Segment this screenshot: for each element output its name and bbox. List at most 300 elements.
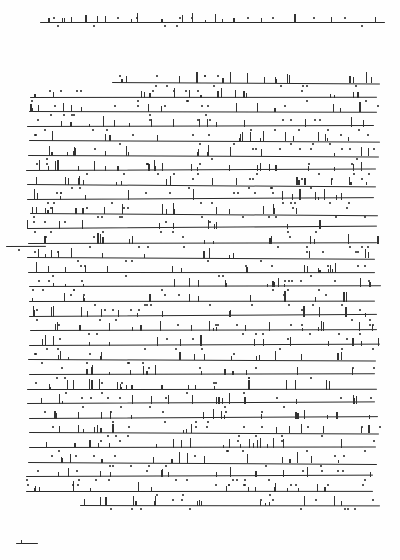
letter-dot: [201, 216, 203, 218]
letter-stroke: [289, 426, 290, 433]
letter-stroke: [235, 90, 236, 98]
letter-dot: [119, 216, 121, 218]
letter-stroke: [81, 107, 82, 112]
letter-dot: [146, 304, 148, 306]
letter-dot: [35, 382, 37, 384]
letter-dot: [341, 304, 343, 306]
letter-dot: [90, 397, 92, 399]
letter-stroke: [192, 13, 193, 23]
letter-stroke: [132, 395, 133, 404]
letter-dot: [287, 289, 289, 291]
letter-stroke: [144, 92, 145, 98]
letter-stroke: [236, 103, 237, 112]
manuscript-line: [28, 462, 377, 465]
letter-stroke: [221, 88, 222, 97]
letter-stroke: [296, 208, 297, 214]
letter-stroke: [148, 164, 149, 171]
letter-stroke: [189, 278, 190, 287]
letter-dot: [137, 100, 139, 102]
letter-stroke: [38, 105, 39, 113]
letter-dot: [58, 450, 60, 452]
letter-dot: [145, 192, 147, 194]
letter-stroke: [298, 488, 299, 492]
letter-dot: [315, 499, 317, 501]
letter-dot: [255, 435, 257, 437]
letter-stroke: [97, 16, 98, 23]
letter-stroke: [260, 138, 261, 141]
letter-dot: [192, 338, 194, 340]
letter-dot: [181, 499, 183, 501]
letter-dot: [251, 304, 253, 306]
letter-dot: [227, 450, 229, 452]
letter-dot: [56, 192, 58, 194]
letter-stroke: [369, 415, 370, 418]
letter-dot: [349, 246, 351, 248]
letter-stroke: [65, 267, 66, 273]
letter-stroke: [137, 313, 138, 316]
letter-stroke: [357, 92, 358, 98]
letter-dot: [315, 231, 317, 233]
letter-stroke: [361, 427, 362, 434]
letter-stroke: [198, 149, 199, 156]
letter-dot: [354, 508, 356, 510]
letter-stroke: [85, 195, 86, 200]
letter-stroke: [213, 241, 214, 244]
letter-stroke: [109, 443, 110, 448]
letter-dot: [319, 119, 321, 121]
letter-stroke: [204, 456, 205, 462]
letter-stroke: [229, 311, 230, 317]
letter-stroke: [226, 486, 227, 492]
letter-dot: [206, 426, 208, 428]
letter-stroke: [166, 179, 167, 185]
letter-dot: [320, 465, 322, 467]
letter-dot: [195, 421, 197, 423]
letter-dot: [73, 114, 75, 116]
letter-stroke: [366, 72, 367, 83]
letter-stroke: [141, 91, 142, 98]
letter-stroke: [216, 472, 217, 477]
letter-stroke: [365, 249, 366, 258]
letter-dot: [379, 426, 381, 428]
letter-stroke: [198, 296, 199, 302]
letter-stroke: [121, 387, 122, 390]
letter-dot: [367, 134, 369, 136]
letter-dot: [152, 90, 154, 92]
letter-stroke: [99, 379, 100, 390]
letter-dot: [205, 114, 207, 116]
letter-stroke: [39, 160, 40, 171]
letter-dot: [322, 251, 324, 253]
letter-dot: [115, 435, 117, 437]
letter-dot: [97, 216, 99, 218]
letter-stroke: [214, 386, 215, 390]
letter-stroke: [352, 368, 353, 375]
letter-stroke: [89, 342, 90, 346]
letter-stroke: [273, 204, 274, 215]
letter-stroke: [310, 236, 311, 244]
letter-dot: [33, 221, 35, 223]
letter-dot: [321, 435, 323, 437]
letter-dot: [140, 508, 142, 510]
letter-dot: [207, 260, 209, 262]
letter-stroke: [209, 321, 210, 331]
letter-stroke: [345, 307, 346, 317]
letter-stroke: [37, 193, 38, 200]
letter-dot: [211, 202, 213, 204]
letter-stroke: [161, 19, 162, 23]
letter-dot: [344, 17, 346, 19]
letter-dot: [94, 148, 96, 150]
letter-stroke: [129, 123, 130, 127]
letter-stroke: [205, 20, 206, 23]
letter-dot: [36, 309, 38, 311]
letter-stroke: [296, 177, 297, 185]
letter-dot: [84, 265, 86, 267]
letter-stroke: [274, 487, 275, 491]
letter-stroke: [333, 104, 334, 112]
letter-dot: [52, 426, 54, 428]
letter-stroke: [194, 354, 195, 361]
letter-dot: [301, 178, 303, 180]
letter-dot: [213, 382, 215, 384]
letter-stroke: [154, 160, 155, 171]
letter-dot: [361, 25, 363, 27]
letter-dot: [197, 173, 199, 175]
letter-stroke: [327, 415, 328, 419]
letter-dot: [327, 129, 329, 131]
letter-stroke: [41, 398, 42, 405]
manuscript-line: [29, 373, 375, 375]
letter-dot: [373, 148, 375, 150]
letter-stroke: [226, 283, 227, 287]
letter-stroke: [272, 281, 273, 287]
letter-dot: [142, 362, 144, 364]
letter-stroke: [81, 307, 82, 316]
letter-dot: [144, 304, 146, 306]
letter-stroke: [197, 501, 198, 507]
letter-dot: [165, 397, 167, 399]
letter-stroke: [294, 14, 295, 23]
letter-stroke: [271, 236, 272, 243]
letter-stroke: [257, 103, 258, 112]
letter-stroke: [48, 266, 49, 273]
letter-stroke: [341, 352, 342, 361]
letter-dot: [309, 333, 311, 335]
letter-stroke: [285, 132, 286, 141]
letter-stroke: [201, 371, 202, 375]
letter-stroke: [126, 385, 127, 390]
letter-stroke: [143, 366, 144, 375]
letter-stroke: [52, 131, 53, 141]
letter-dot: [157, 173, 159, 175]
letter-stroke: [67, 152, 68, 156]
letter-stroke: [151, 119, 152, 127]
letter-stroke: [101, 412, 102, 419]
letter-dot: [57, 348, 59, 350]
letter-dot: [166, 338, 168, 340]
letter-stroke: [129, 239, 130, 244]
letter-dot: [255, 148, 257, 150]
letter-dot: [243, 426, 245, 428]
letter-dot: [282, 202, 284, 204]
letter-dot: [31, 100, 33, 102]
letter-dot: [60, 192, 62, 194]
letter-dot: [282, 119, 284, 121]
letter-dot: [283, 406, 285, 408]
letter-dot: [199, 367, 201, 369]
letter-stroke: [153, 457, 154, 462]
letter-stroke: [368, 252, 369, 259]
letter-stroke: [247, 73, 248, 83]
letter-dot: [201, 105, 203, 107]
letter-stroke: [350, 182, 351, 185]
letter-stroke: [359, 322, 360, 331]
letter-dot: [38, 280, 40, 282]
letter-dot: [342, 470, 344, 472]
letter-dot: [271, 265, 273, 267]
letter-stroke: [368, 425, 369, 433]
letter-stroke: [207, 119, 208, 127]
letter-stroke: [222, 19, 223, 23]
letter-stroke: [35, 486, 36, 492]
letter-stroke: [324, 487, 325, 492]
letter-dot: [313, 17, 315, 19]
letter-stroke: [74, 443, 75, 448]
letter-stroke: [308, 166, 309, 170]
letter-stroke: [240, 444, 241, 448]
letter-stroke: [343, 292, 344, 302]
letter-stroke: [100, 234, 101, 244]
letter-dot: [301, 309, 303, 311]
letter-dot: [81, 397, 83, 399]
letter-stroke: [59, 426, 60, 433]
letter-dot: [114, 455, 116, 457]
letter-stroke: [49, 146, 50, 156]
letter-dot: [310, 275, 312, 277]
letter-dot: [131, 260, 133, 262]
letter-stroke: [157, 135, 158, 141]
letter-stroke: [132, 237, 133, 244]
letter-stroke: [75, 148, 76, 156]
letter-dot: [310, 148, 312, 150]
letter-dot: [274, 129, 276, 131]
letter-stroke: [203, 412, 204, 419]
letter-dot: [26, 479, 28, 481]
letter-stroke: [254, 339, 255, 346]
letter-dot: [148, 367, 150, 369]
letter-dot: [125, 275, 127, 277]
letter-dot: [281, 435, 283, 437]
letter-stroke: [138, 482, 139, 491]
letter-stroke: [27, 220, 28, 229]
letter-stroke: [363, 120, 364, 126]
manuscript-line: [27, 402, 375, 405]
letter-dot: [217, 324, 219, 326]
letter-stroke: [263, 339, 264, 345]
letter-stroke: [348, 234, 349, 244]
letter-stroke: [36, 177, 37, 185]
letter-dot: [112, 421, 114, 423]
letter-stroke: [261, 18, 262, 23]
letter-dot: [247, 17, 249, 19]
letter-dot: [50, 114, 52, 116]
letter-dot: [186, 479, 188, 481]
letter-stroke: [84, 499, 85, 507]
letter-stroke: [87, 311, 88, 316]
letter-dot: [250, 129, 252, 131]
letter-stroke: [36, 262, 37, 273]
letter-dot: [265, 465, 267, 467]
letter-stroke: [257, 440, 258, 448]
letter-stroke: [217, 91, 218, 98]
letter-dot: [121, 216, 123, 218]
letter-stroke: [370, 472, 371, 477]
letter-dot: [207, 105, 209, 107]
letter-stroke: [311, 456, 312, 462]
letter-stroke: [267, 444, 268, 448]
letter-stroke: [283, 470, 284, 478]
letter-stroke: [71, 17, 72, 23]
letter-dot: [340, 397, 342, 399]
letter-stroke: [276, 79, 277, 83]
letter-stroke: [216, 397, 217, 404]
manuscript-line: [29, 446, 376, 448]
letter-dot: [101, 392, 103, 394]
letter-dot: [32, 289, 34, 291]
letter-dot: [351, 319, 353, 321]
letter-stroke: [135, 501, 136, 506]
letter-dot: [86, 173, 88, 175]
letter-stroke: [110, 472, 111, 477]
letter-stroke: [55, 161, 56, 171]
letter-stroke: [168, 472, 169, 477]
letter-dot: [138, 246, 140, 248]
letter-stroke: [230, 72, 231, 83]
letter-stroke: [353, 164, 354, 170]
letter-dot: [271, 187, 273, 189]
letter-stroke: [325, 134, 326, 142]
letter-stroke: [126, 146, 127, 156]
letter-stroke: [243, 91, 244, 98]
letter-stroke: [223, 445, 224, 448]
letter-stroke: [117, 166, 118, 171]
letter-stroke: [53, 283, 54, 287]
letter-stroke: [229, 255, 230, 259]
letter-dot: [164, 421, 166, 423]
letter-stroke: [233, 253, 234, 258]
letter-dot: [47, 202, 49, 204]
manuscript-line: [28, 155, 379, 158]
letter-dot: [233, 192, 235, 194]
letter-stroke: [233, 18, 234, 23]
letter-dot: [127, 362, 129, 364]
letter-dot: [306, 246, 308, 248]
letter-dot: [82, 406, 84, 408]
letter-stroke: [92, 365, 93, 375]
letter-stroke: [174, 279, 175, 287]
letter-dot: [192, 134, 194, 136]
letter-dot: [76, 90, 78, 92]
letter-dot: [162, 411, 164, 413]
letter-stroke: [100, 471, 101, 477]
letter-stroke: [283, 439, 284, 448]
letter-dot: [176, 25, 178, 27]
letter-stroke: [336, 195, 337, 200]
letter-stroke: [334, 167, 335, 171]
letter-stroke: [118, 310, 119, 317]
letter-stroke: [297, 367, 298, 375]
letter-stroke: [361, 147, 362, 156]
letter-stroke: [361, 162, 362, 171]
letter-stroke: [278, 278, 279, 287]
letter-stroke: [275, 351, 276, 361]
letter-stroke: [100, 428, 101, 433]
letter-dot: [76, 470, 78, 472]
letter-dot: [295, 484, 297, 486]
letter-stroke: [323, 426, 324, 433]
letter-dot: [173, 173, 175, 175]
letter-stroke: [91, 380, 92, 390]
letter-stroke: [330, 94, 331, 98]
letter-stroke: [105, 166, 106, 171]
letter-stroke: [183, 430, 184, 433]
letter-stroke: [116, 182, 117, 185]
letter-dot: [272, 192, 274, 194]
manuscript-line: [29, 286, 381, 288]
letter-stroke: [255, 471, 256, 477]
letter-dot: [107, 397, 109, 399]
letter-stroke: [62, 401, 63, 404]
letter-stroke: [30, 104, 31, 112]
letter-stroke: [83, 180, 84, 186]
letter-dot: [57, 25, 59, 27]
letter-dot: [92, 129, 94, 131]
letter-stroke: [71, 248, 72, 259]
letter-stroke: [94, 427, 95, 433]
margin-note-ink: [6, 246, 46, 247]
letter-dot: [148, 465, 150, 467]
letter-stroke: [173, 223, 174, 229]
letter-stroke: [162, 204, 163, 214]
letter-dot: [358, 129, 360, 131]
footer-mark-ink: [16, 543, 38, 544]
letter-stroke: [63, 103, 64, 112]
letter-stroke: [65, 177, 66, 186]
letter-dot: [362, 484, 364, 486]
letter-dot: [81, 280, 83, 282]
letter-stroke: [112, 424, 113, 433]
letter-stroke: [201, 501, 202, 506]
letter-stroke: [276, 427, 277, 433]
letter-stroke: [204, 251, 205, 258]
letter-stroke: [179, 76, 180, 83]
letter-stroke: [181, 268, 182, 273]
letter-dot: [132, 134, 134, 136]
margin-note: [4, 236, 50, 252]
letter-dot: [334, 455, 336, 457]
letter-stroke: [103, 116, 104, 127]
letter-stroke: [155, 365, 156, 375]
letter-dot: [276, 397, 278, 399]
letter-dot: [367, 246, 369, 248]
letter-dot: [357, 251, 359, 253]
letter-stroke: [232, 371, 233, 375]
letter-dot: [272, 17, 274, 19]
letter-stroke: [246, 370, 247, 375]
letter-dot: [182, 236, 184, 238]
letter-stroke: [334, 496, 335, 506]
